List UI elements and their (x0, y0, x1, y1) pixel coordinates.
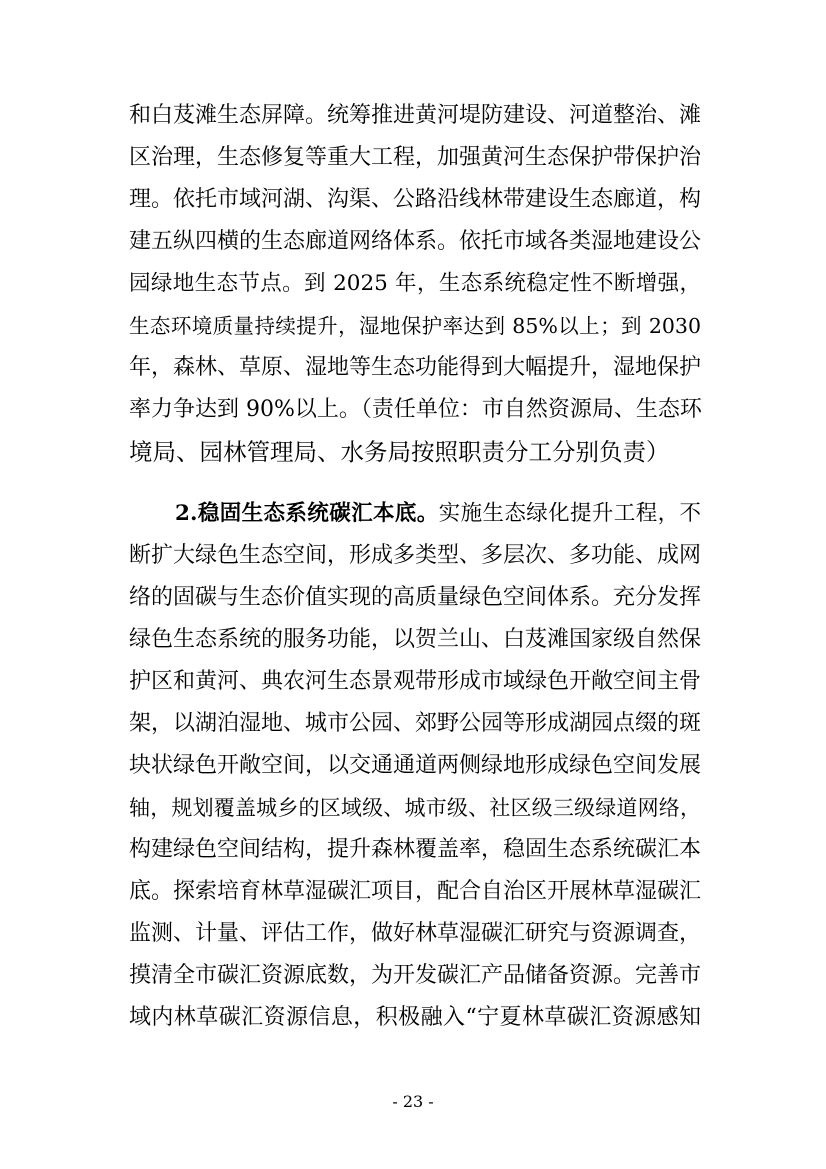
body-text-line: 护区和黄河、典农河生态景观带形成市域绿色开敞空间主骨 (129, 669, 702, 694)
page-number: - 23 - (392, 1092, 434, 1111)
section-heading: 2.稳固生态系统碳汇本底。 (175, 501, 439, 526)
body-text-line: 和白芨滩生态屏障。统筹推进黄河堤防建设、河道整治、滩 (129, 103, 702, 128)
body-text-line: 构建绿色空间结构，提升森林覆盖率，稳固生态系统碳汇本 (129, 837, 702, 862)
body-text-line: 园绿地生态节点。到 2025 年，生态系统稳定性不断增强， (129, 271, 701, 296)
body-text-line: 生态环境质量持续提升，湿地保护率达到 85%以上；到 2030 (129, 314, 701, 338)
body-text-line: 监测、计量、评估工作，做好林草湿碳汇研究与资源调查， (129, 921, 702, 946)
section-first-line-text: 实施生态绿化提升工程，不 (438, 501, 701, 526)
body-text-line: 绿色生态系统的服务功能，以贺兰山、白芨滩国家级自然保 (129, 627, 702, 652)
body-text-line: 架，以湖泊湿地、城市公园、郊野公园等形成湖园点缀的斑 (129, 711, 702, 736)
section-first-line (175, 496, 701, 532)
body-text-line: 络的固碳与生态价值实现的高质量绿色空间体系。充分发挥 (129, 585, 702, 610)
body-text-line: 年，森林、草原、湿地等生态功能得到大幅提升，湿地保护 (129, 355, 702, 380)
body-text-line: 率力争达到 90%以上。（责任单位：市自然资源局、生态环 (129, 397, 702, 422)
body-text-line: 建五纵四横的生态廊道网络体系。依托市域各类湿地建设公 (129, 229, 702, 254)
body-text-line: 断扩大绿色生态空间，形成多类型、多层次、多功能、成网 (129, 543, 702, 568)
body-text-line: 区治理，生态修复等重大工程，加强黄河生态保护带保护治 (129, 145, 702, 170)
body-text-line: 理。依托市域河湖、沟渠、公路沿线林带建设生态廊道，构 (129, 187, 702, 212)
body-text-line: 摸清全市碳汇资源底数，为开发碳汇产品储备资源。完善市 (129, 963, 702, 988)
body-text-line: 域内林草碳汇资源信息，积极融入“宁夏林草碳汇资源感知 (129, 1005, 701, 1030)
body-text-line: 底。探索培育林草湿碳汇项目，配合自治区开展林草湿碳汇 (129, 879, 702, 904)
body-text-line: 轴，规划覆盖城乡的区域级、城市级、社区级三级绿道网络， (129, 796, 701, 820)
body-text-line: 块状绿色开敞空间，以交通通道两侧绿地形成绿色空间发展 (129, 753, 702, 778)
body-text-line: 境局、园林管理局、水务局按照职责分工分别负责） (129, 438, 670, 466)
